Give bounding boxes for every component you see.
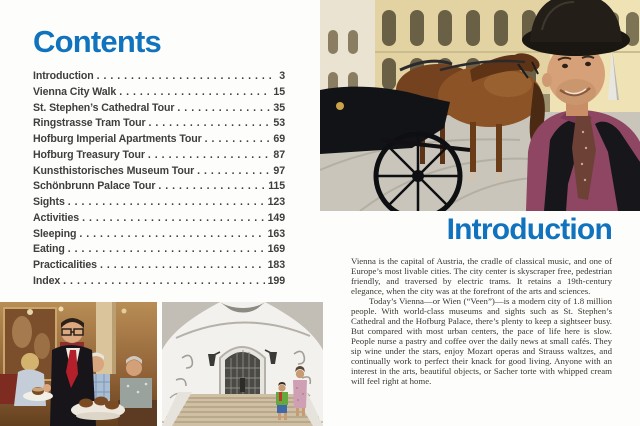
- table-of-contents: [33, 70, 285, 291]
- toc-leader-dots: [68, 243, 265, 255]
- cafe-waiter-photo: [0, 302, 157, 426]
- toc-entry-page-number: 149: [267, 211, 285, 224]
- toc-entry: [33, 275, 285, 291]
- toc-entry-page-number: 35: [273, 101, 285, 114]
- toc-entry: [33, 86, 285, 102]
- toc-entry-label: Sights: [33, 196, 65, 208]
- toc-entry-page-number: 169: [267, 243, 285, 256]
- introduction-paragraph: Vienna is the capital of Austria, the cradle of classical music, and one of Europe’s most livable cities. The city center is skyscraper free, pedestrian friendly, and traversed by electric trams. It retains a 19th-century elegance, when the city was at the forefront of the arts and sciences.: [351, 256, 612, 296]
- toc-entry-page-number: 123: [267, 196, 285, 208]
- toc-entry: [33, 133, 285, 149]
- toc-entry-label: Kunsthistorisches Museum Tour: [33, 164, 195, 177]
- toc-entry-page-number: 163: [267, 227, 285, 240]
- toc-entry-label: St. Stephen’s Cathedral Tour: [33, 101, 175, 114]
- toc-entry-label: Hofburg Imperial Apartments Tour: [33, 133, 202, 145]
- toc-entry-label: Vienna City Walk: [33, 85, 117, 98]
- toc-entry-page-number: 115: [268, 180, 285, 193]
- toc-entry-page-number: 15: [273, 85, 285, 98]
- toc-entry-label: Introduction: [33, 70, 94, 82]
- toc-entry-label: Sleeping: [33, 227, 77, 240]
- toc-leader-dots: [158, 180, 265, 192]
- toc-leader-dots: [100, 259, 265, 271]
- toc-entry-page-number: 183: [267, 259, 285, 271]
- introduction-paragraph: Today’s Vienna—or Wien (“Veen”)—is a modern city of 1.8 million people. With world-class museums and sights such as St. Stephen’s Cathedral and the Hofburg Palace, there’s plenty to keep a sightseer busy. But compared with most urban centers, the pace of life here is slow. People nurse a pastry and coffee over the daily news at small cafés. They sip wine under the stars, enjoy Mozart operas and Strauss waltzes, and continually work to perfect their knack for good living. Anyone with an interest in the arts, beautiful objects, or Sacher torte with whipped cream will feel right at home.: [351, 296, 612, 386]
- toc-leader-dots: [79, 228, 264, 240]
- toc-entry-page-number: 199: [267, 274, 285, 287]
- toc-entry: [33, 180, 285, 196]
- toc-entry: [33, 196, 285, 212]
- toc-leader-dots: [63, 275, 264, 287]
- fiaker-driver-photo: [320, 0, 640, 211]
- toc-entry: [33, 70, 285, 86]
- introduction-body-text: [351, 256, 612, 386]
- contents-page-title: Contents: [33, 24, 161, 59]
- introduction-page-title: Introduction: [446, 213, 612, 246]
- toc-entry-label: Ringstrasse Tram Tour: [33, 117, 146, 130]
- toc-entry: [33, 212, 285, 228]
- toc-entry-label: Hofburg Treasury Tour: [33, 148, 145, 161]
- toc-leader-dots: [149, 117, 271, 129]
- toc-leader-dots: [82, 212, 265, 224]
- toc-entry-page-number: 3: [279, 70, 285, 82]
- toc-entry: [33, 243, 285, 259]
- toc-entry-label: Practicalities: [33, 259, 97, 271]
- toc-leader-dots: [177, 102, 270, 114]
- toc-entry: [33, 149, 285, 165]
- toc-entry-label: Eating: [33, 243, 65, 256]
- toc-leader-dots: [205, 133, 271, 145]
- toc-entry: [33, 165, 285, 181]
- toc-entry: [33, 259, 285, 275]
- toc-entry-page-number: 87: [273, 148, 285, 161]
- toc-entry: [33, 102, 285, 118]
- toc-leader-dots: [197, 165, 270, 177]
- toc-entry-page-number: 97: [273, 164, 285, 177]
- toc-entry: [33, 228, 285, 244]
- toc-entry-label: Index: [33, 274, 61, 287]
- toc-leader-dots: [68, 196, 265, 208]
- toc-leader-dots: [119, 86, 270, 98]
- toc-entry-page-number: 53: [273, 117, 285, 130]
- toc-leader-dots: [148, 149, 271, 161]
- toc-entry-label: Activities: [33, 211, 80, 224]
- toc-leader-dots: [97, 70, 277, 82]
- toc-entry-label: Schönbrunn Palace Tour: [33, 180, 156, 193]
- palace-staircase-photo: [162, 302, 323, 426]
- toc-entry: [33, 117, 285, 133]
- toc-entry-page-number: 69: [273, 133, 285, 145]
